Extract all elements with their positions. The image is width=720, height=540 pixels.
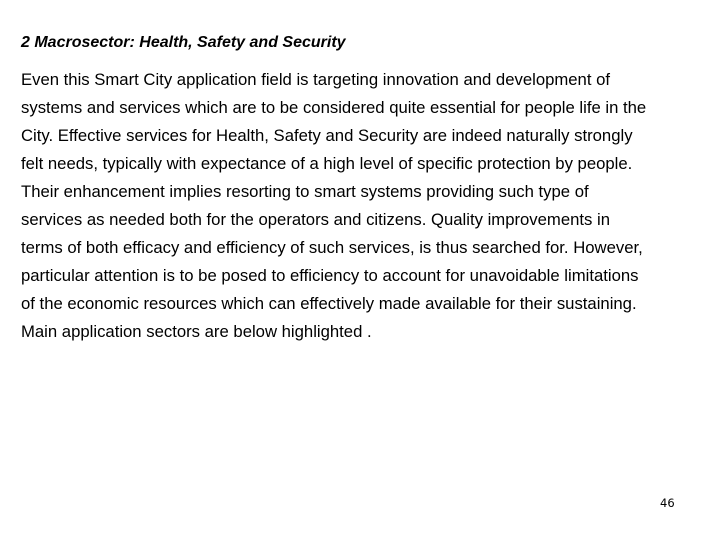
section-heading: 2 Macrosector: Health, Safety and Security bbox=[21, 34, 346, 51]
paragraph-line: Even this Smart City application field is targeting innovation and development of bbox=[21, 70, 611, 89]
paragraph-line: terms of both efficacy and efficiency of such services, is thus searched for. However, bbox=[21, 238, 643, 257]
paragraph-line: of the economic resources which can effectively made available for their sustaining. bbox=[21, 294, 637, 313]
paragraph-line: felt needs, typically with expectance of a high level of specific protection by people. bbox=[21, 154, 633, 173]
page-number: 46 bbox=[660, 496, 675, 510]
paragraph-line: systems and services which are to be considered quite essential for people life in the bbox=[21, 98, 647, 117]
paragraph-line: services as needed both for the operators and citizens. Quality improvements in bbox=[21, 210, 611, 229]
paragraph-line: particular attention is to be posed to efficiency to account for unavoidable limitations bbox=[21, 266, 639, 285]
paragraph-line: City. Effective services for Health, Safety and Security are indeed naturally strongly bbox=[21, 126, 633, 145]
body-paragraph bbox=[21, 66, 701, 346]
paragraph-line: Main application sectors are below highlighted . bbox=[21, 322, 372, 341]
paragraph-line: Their enhancement implies resorting to smart systems providing such type of bbox=[21, 182, 589, 201]
